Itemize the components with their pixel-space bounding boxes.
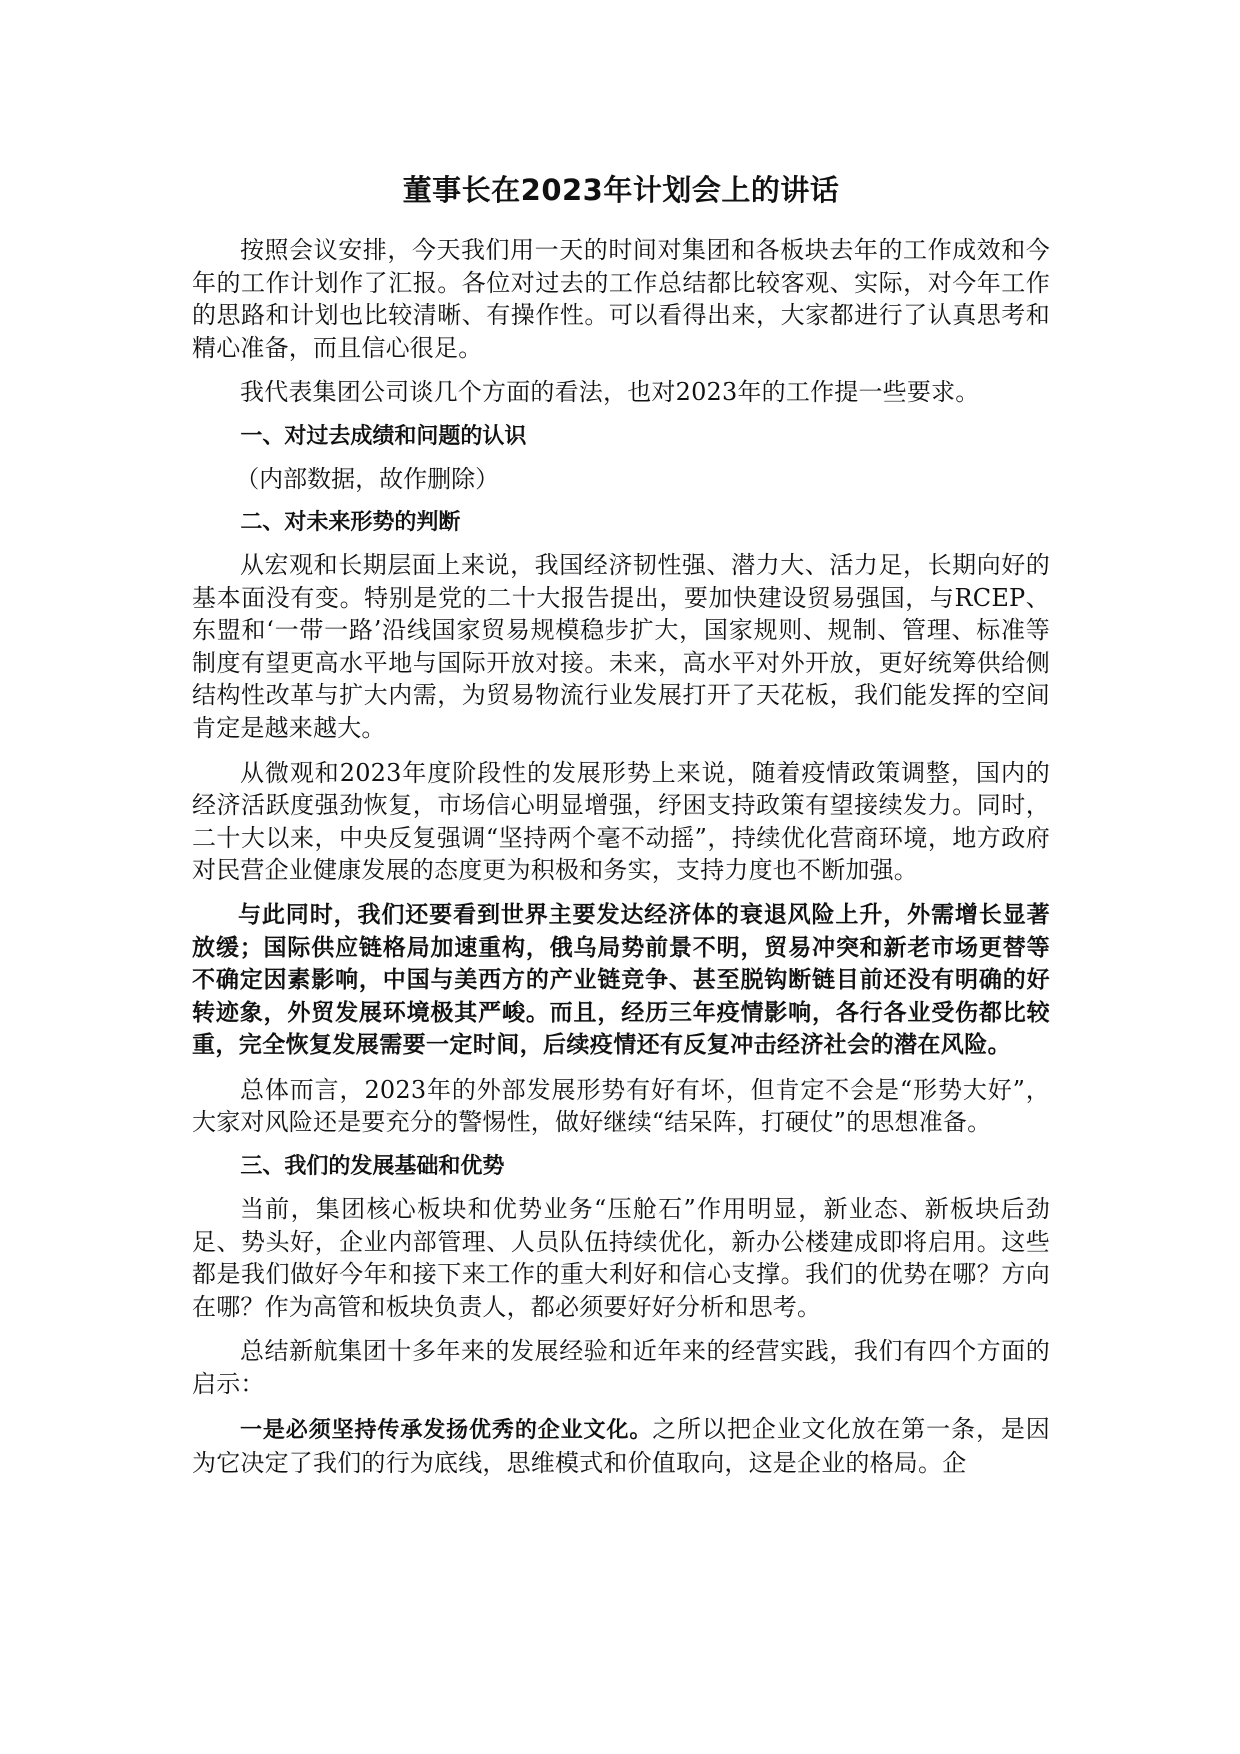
paragraph-micro-outlook: 从微观和2023年度阶段性的发展形势上来说，随着疫情政策调整，国内的经济活跃度强劲恢复，市场信心明显增强，纾困支持政策有望接续发力。同时，二十大以来，中央反复强调“坚持两个毫不动摇”，持续优化营商环境，地方政府对民营企业健康发展的态度更为积极和务实，支持力度也不断加强。 xyxy=(192,758,1050,885)
paragraph-lesson-1 xyxy=(192,1413,1050,1480)
section-heading-1: 一、对过去成绩和问题的认识 xyxy=(240,423,527,449)
lesson-1-text: 之所以把企业文化放在第一条，是因为它决定了我们的行为底线，思维模式和价值取向，这是企业的格局。企 xyxy=(192,1414,1050,1478)
section-heading-2: 二、对未来形势的判断 xyxy=(240,509,461,535)
section-heading-3: 三、我们的发展基础和优势 xyxy=(240,1154,505,1180)
paragraph-intro: 按照会议安排，今天我们用一天的时间对集团和各板块去年的工作成效和今年的工作计划作了汇报。各位对过去的工作总结都比较客观、实际，对今年工作的思路和计划也比较清晰、有操作性。可以看得出来，大家都进行了认真思考和精心准备，而且信心很足。 xyxy=(192,236,1050,362)
paragraph-summary: 总体而言，2023年的外部发展形势有好有坏，但肯定不会是“形势大好”，大家对风险还是要充分的警惕性，做好继续“结呆阵，打硬仗”的思想准备。 xyxy=(192,1075,1050,1137)
paragraph-foundation: 当前，集团核心板块和优势业务“压舱石”作用明显，新业态、新板块后劲足、势头好，企业内部管理、人员队伍持续优化，新办公楼建成即将启用。这些都是我们做好今年和接下来工作的重大利好和信心支撑。我们的优势在哪？方向在哪？作为高管和板块负责人，都必须要好好分析和思考。 xyxy=(192,1195,1050,1321)
paragraph-macro-outlook: 从宏观和长期层面上来说，我国经济韧性强、潜力大、活力足，长期向好的基本面没有变。特别是党的二十大报告提出，要加快建设贸易强国，与RCEP、东盟和‘一带一路’沿线国家贸易规模稳步扩大，国家规则、规制、管理、标准等制度有望更高水平地与国际开放对接。未来，高水平对外开放，更好统筹供给侧结构性改革与扩大内需，为贸易物流行业发展打开了天花板，我们能发挥的空间肯定是越来越大。 xyxy=(192,550,1050,742)
lesson-1-lead: 一是必须坚持传承发扬优秀的企业文化。 xyxy=(240,1417,653,1443)
paragraph-purpose: 我代表集团公司谈几个方面的看法，也对2023年的工作提一些要求。 xyxy=(240,378,980,407)
document-title: 董事长在2023年计划会上的讲话 xyxy=(402,173,840,207)
paragraph-lessons-intro: 总结新航集团十多年来的发展经验和近年来的经营实践，我们有四个方面的启示： xyxy=(192,1337,1050,1399)
document-body xyxy=(192,168,1050,1492)
paragraph-risks: 与此同时，我们还要看到世界主要发达经济体的衰退风险上升，外需增长显著放缓；国际供应链格局加速重构，俄乌局势前景不明，贸易冲突和新老市场更替等不确定因素影响，中国与美西方的产业链竞争、甚至脱钩断链目前还没有明确的好转迹象，外贸发展环境极其严峻。而且，经历三年疫情影响，各行各业受伤都比较重，完全恢复发展需要一定时间，后续疫情还有反复冲击经济社会的潜在风险。 xyxy=(192,901,1050,1059)
deleted-content-note: （内部数据，故作删除） xyxy=(235,464,500,493)
